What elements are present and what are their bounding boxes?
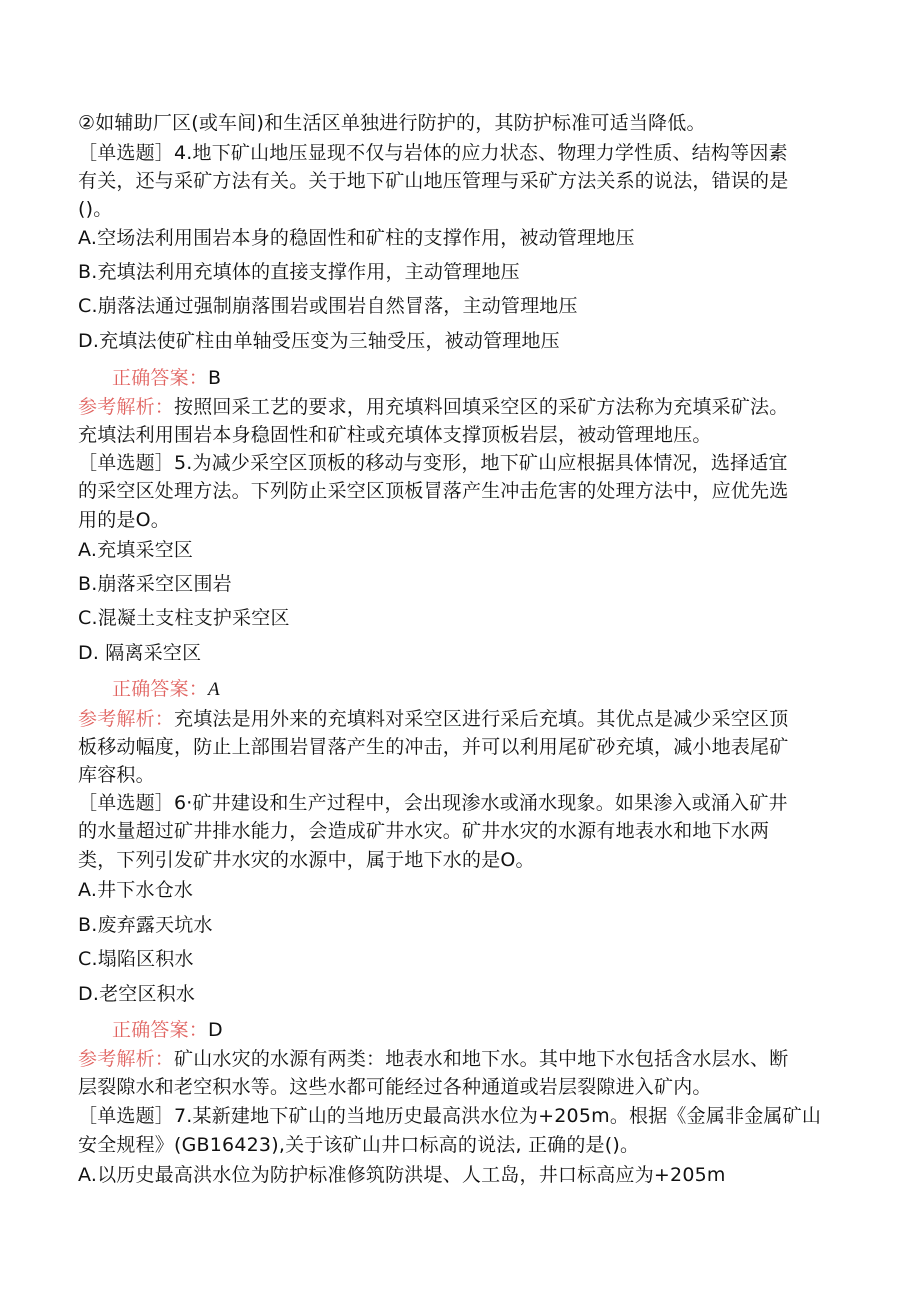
answer-label: 正确答案：	[112, 678, 209, 700]
option-c: C.崩落法通过强制崩落围岩或围岩自然冒落，主动管理地压	[78, 295, 578, 317]
analysis	[78, 1047, 788, 1071]
correct-answer	[112, 1018, 223, 1042]
analysis	[78, 707, 788, 731]
analysis	[78, 395, 788, 419]
question-text: 有关，还与采矿方法有关。关于地下矿山地压管理与采矿方法关系的说法，错误的是	[78, 170, 789, 192]
analysis-text: 充填法是用外来的充填料对采空区进行采后充填。其优点是减少采空区顶	[174, 708, 789, 730]
option-d: D. 隔离采空区	[78, 642, 202, 664]
option-b: B.充填法利用充填体的直接支撑作用，主动管理地压	[78, 261, 520, 283]
option-a: A.以历史最高洪水位为防护标准修筑防洪堤、人工岛，井口标高应为+205m	[78, 1164, 726, 1186]
option-b: B.崩落采空区围岩	[78, 573, 232, 595]
option-b: B.废弃露天坑水	[78, 914, 213, 936]
analysis-text: 按照回采工艺的要求，用充填料回填采空区的采矿方法称为充填采矿法。	[174, 396, 789, 418]
analysis-text: 矿山水灾的水源有两类：地表水和地下水。其中地下水包括含水层水、断	[174, 1048, 789, 1070]
question-text: ［单选题］6·矿井建设和生产过程中，会出现渗水或涌水现象。如果渗入或涌入矿井	[78, 792, 788, 814]
option-a: A.井下水仓水	[78, 879, 194, 901]
analysis-label: 参考解析：	[78, 396, 175, 418]
question-text: ()。	[78, 198, 113, 220]
answer-value: D	[208, 1019, 223, 1041]
answer-value: A	[208, 679, 220, 700]
analysis-label: 参考解析：	[78, 1048, 175, 1070]
option-c: C.塌陷区积水	[78, 948, 194, 970]
analysis-text: 层裂隙水和老空积水等。这些水都可能经过各种通道或岩层裂隙进入矿内。	[78, 1076, 712, 1098]
answer-value: B	[208, 367, 222, 389]
answer-label: 正确答案：	[112, 367, 209, 389]
correct-answer	[112, 677, 220, 702]
question-text: ［单选题］7.某新建地下矿山的当地历史最高洪水位为+205m。根据《金属非金属矿山	[78, 1105, 822, 1127]
question-text: 的采空区处理方法。下列防止采空区顶板冒落产生冲击危害的处理方法中，应优先选	[78, 480, 789, 502]
question-text: 类，下列引发矿井水灾的水源中，属于地下水的是O。	[78, 849, 535, 871]
question-text: ［单选题］4.地下矿山地压显现不仅与岩体的应力状态、物理力学性质、结构等因素	[78, 142, 788, 164]
question-text: ［单选题］5.为减少采空区顶板的移动与变形，地下矿山应根据具体情况，选择适宜	[78, 452, 788, 474]
option-c: C.混凝土支柱支护采空区	[78, 607, 290, 629]
answer-label: 正确答案：	[112, 1019, 209, 1041]
option-a: A.充填采空区	[78, 539, 194, 561]
analysis-text: 板移动幅度，防止上部围岩冒落产生的冲击，并可以利用尾矿砂充填，减小地表尾矿	[78, 736, 789, 758]
analysis-label: 参考解析：	[78, 708, 175, 730]
option-d: D.充填法使矿柱由单轴受压变为三轴受压，被动管理地压	[78, 330, 560, 352]
intro-line: ②如辅助厂区(或车间)和生活区单独进行防护的，其防护标准可适当降低。	[78, 112, 706, 134]
question-text: 的水量超过矿井排水能力，会造成矿井水灾。矿井水灾的水源有地表水和地下水两	[78, 820, 770, 842]
correct-answer	[112, 366, 221, 390]
option-d: D.老空区积水	[78, 983, 196, 1005]
analysis-text: 充填法利用围岩本身稳固性和矿柱或充填体支撑顶板岩层，被动管理地压。	[78, 424, 712, 446]
analysis-text: 库容积。	[78, 764, 155, 786]
option-a: A.空场法利用围岩本身的稳固性和矿柱的支撑作用，被动管理地压	[78, 227, 635, 249]
question-text: 安全规程》(GB16423),关于该矿山井口标高的说法, 正确的是()。	[78, 1134, 640, 1156]
question-text: 用的是O。	[78, 509, 170, 531]
